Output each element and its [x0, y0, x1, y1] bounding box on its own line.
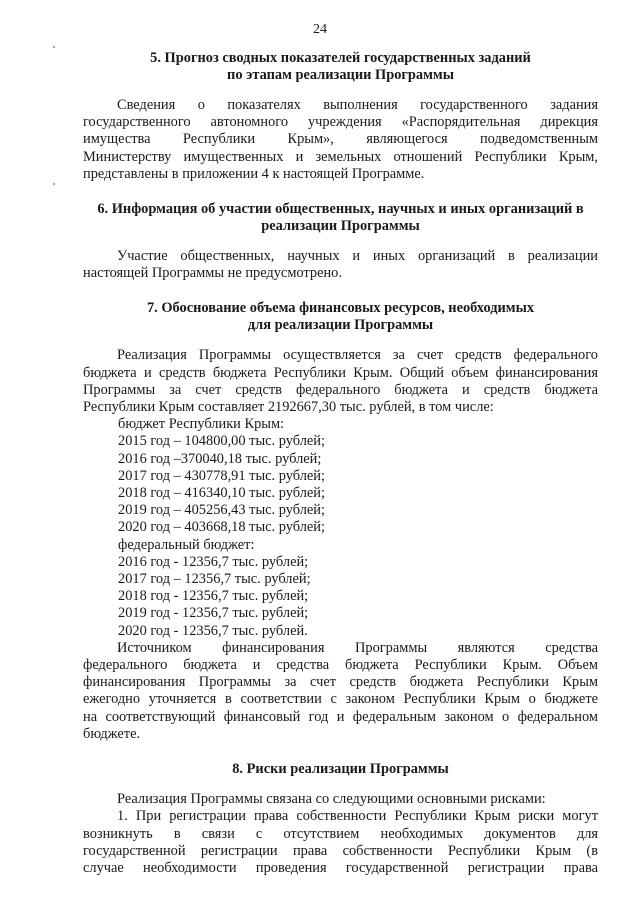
text-line: возникнуть в связи с отсутствием необходимых документов для — [83, 825, 598, 842]
text-line: представлены в приложении 4 к настоящей Программе. — [83, 165, 425, 182]
paragraph — [83, 640, 598, 743]
list-item: 2016 год - 12356,7 тыс. рублей; — [118, 553, 309, 570]
section-8 — [83, 761, 598, 877]
list-item: 2016 год –370040,18 тыс. рублей; — [118, 450, 322, 467]
text-line: Участие общественных, научных и иных организаций в реализации — [117, 248, 598, 265]
text-line: Реализация Программы связана со следующими основными рисками: — [117, 791, 546, 808]
text-line: Министерству имущественных и земельных отношений Республики Крым, — [83, 148, 598, 165]
paragraph — [83, 808, 598, 877]
text-line: Сведения о показателях выполнения государственного задания — [117, 97, 598, 113]
heading-line: по этапам реализации Программы — [227, 67, 454, 83]
paragraph — [83, 97, 598, 183]
list-item: федеральный бюджет: — [118, 536, 255, 553]
heading-line: для реализации Программы — [247, 317, 434, 334]
paragraph — [83, 791, 598, 808]
list-item: 2018 год – 416340,10 тыс. рублей; — [118, 485, 325, 502]
page-number: 24 — [313, 22, 327, 37]
margin-mark — [53, 183, 55, 185]
list-item: 2019 год - 12356,7 тыс. рублей; — [118, 605, 309, 622]
funding-list — [83, 416, 598, 640]
paragraph — [83, 248, 598, 282]
text-line: на соответствующий финансовый год и федеральным законом о федеральном — [83, 708, 598, 725]
list-item: 2020 год – 403668,18 тыс. рублей; — [118, 519, 325, 536]
text-line: финансирования Программы за счет средств бюджета Республики Крым — [83, 674, 598, 691]
text-line: федерального бюджета и средства бюджета Республики Крым. Объем — [83, 657, 598, 674]
section-heading — [83, 50, 598, 84]
text-line: Реализация Программы осуществляется за счет средств федерального — [117, 347, 598, 364]
list-item: 2020 год - 12356,7 тыс. рублей. — [118, 622, 308, 639]
section-heading — [83, 761, 598, 778]
text-line: государственной регистрации права собственности Республики Крым (в — [83, 842, 598, 859]
section-5 — [83, 50, 598, 183]
text-line: случае необходимости проведения государственной регистрации права — [83, 859, 598, 876]
heading-line: реализации Программы — [261, 218, 420, 235]
list-item: 2018 год - 12356,7 тыс. рублей; — [118, 588, 309, 605]
text-line: настоящей Программы не предусмотрено. — [83, 265, 342, 282]
heading-line: 6. Информация об участии общественных, научных и иных организаций в — [97, 201, 584, 218]
list-item: бюджет Республики Крым: — [118, 416, 285, 433]
text-line: имущества Республики Крым», являющегося подведомственным — [83, 131, 598, 148]
section-7 — [83, 300, 598, 743]
section-6 — [83, 201, 598, 282]
list-item: 2017 год – 430778,91 тыс. рублей; — [118, 467, 325, 484]
list-item: 2017 год – 12356,7 тыс. рублей; — [118, 571, 311, 588]
text-line: Источником финансирования Программы являются средства — [117, 639, 598, 656]
text-line: государственного автономного учреждения «Распорядительная дирекция — [83, 114, 598, 131]
heading-line: 8. Риски реализации Программы — [232, 761, 449, 778]
text-line: бюджета и средств бюджета Республики Крым. Общий объем финансирования — [83, 364, 598, 381]
paragraph — [83, 347, 598, 416]
text-line: бюджете. — [83, 725, 141, 742]
text-line: ежегодно уточняется в соответствии с законом Республики Крым о бюджете — [83, 691, 598, 708]
heading-line: 5. Прогноз сводных показателей государственных заданий — [150, 50, 531, 66]
list-item: 2019 год – 405256,43 тыс. рублей; — [118, 502, 325, 519]
section-heading — [83, 201, 598, 235]
heading-line: 7. Обоснование объема финансовых ресурсов, необходимых — [146, 300, 535, 317]
margin-mark — [53, 46, 55, 48]
text-line: Программы за счет средств федерального бюджета и средств бюджета — [83, 381, 598, 398]
text-line: Республики Крым составляет 2192667,30 тыс. рублей, в том числе: — [83, 399, 494, 416]
document-body — [83, 50, 598, 877]
list-item: 2015 год – 104800,00 тыс. рублей; — [118, 433, 325, 450]
section-heading — [83, 300, 598, 334]
text-line: 1. При регистрации права собственности Республики Крым риски могут — [117, 808, 598, 825]
